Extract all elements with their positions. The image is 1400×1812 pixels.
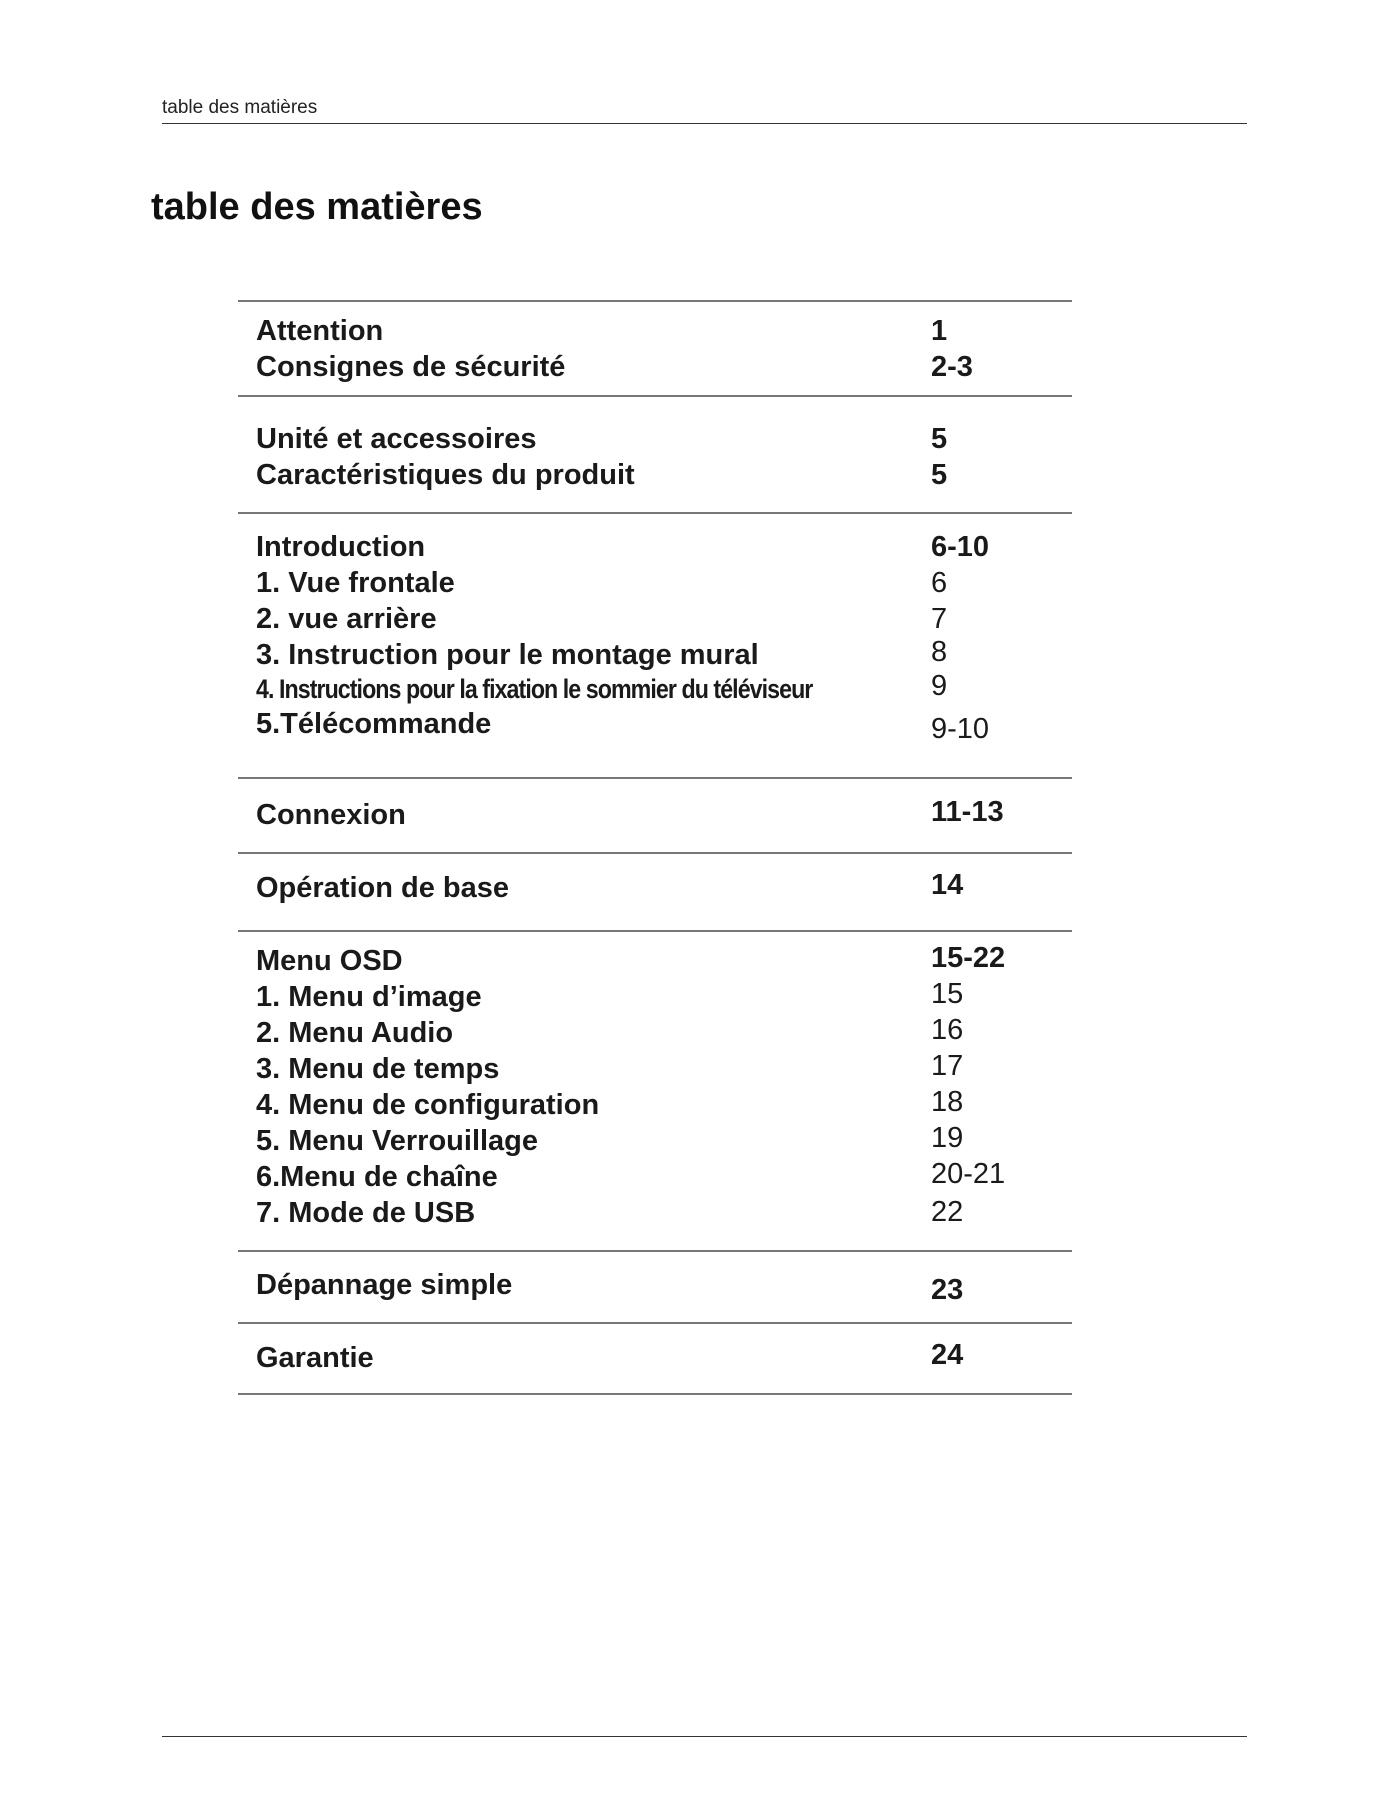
toc-rule — [238, 1393, 1072, 1395]
toc-entry-title: Connexion — [256, 799, 406, 831]
toc-entry[interactable] — [256, 313, 1056, 349]
toc-entry[interactable] — [256, 601, 1056, 637]
toc-rule — [238, 1250, 1072, 1252]
toc-entry-page: 17 — [931, 1050, 964, 1082]
toc-entry-page: 18 — [931, 1086, 964, 1118]
toc-entry-title: 6.Menu de chaîne — [256, 1161, 498, 1193]
toc-entry[interactable] — [256, 1195, 1056, 1231]
footer-rule — [162, 1736, 1247, 1737]
toc-entry-page: 20-21 — [931, 1158, 1006, 1190]
toc-entry-title: 3. Instruction pour le montage mural — [256, 639, 759, 671]
page-title: table des matières — [151, 186, 483, 228]
toc-rule — [238, 1322, 1072, 1324]
toc-entry-page: 1 — [931, 315, 948, 347]
toc-entry-page: 5 — [931, 423, 948, 455]
toc-entry[interactable] — [256, 565, 1056, 601]
toc-entry-page: 7 — [931, 603, 948, 635]
toc-entry-page: 9-10 — [931, 713, 990, 745]
toc-entry[interactable] — [256, 349, 1056, 385]
running-header: table des matières — [162, 97, 318, 118]
toc-rule — [238, 300, 1072, 302]
toc-entry-page: 14 — [931, 869, 964, 901]
toc-entry[interactable] — [256, 421, 1056, 457]
toc-entry-title: Menu OSD — [256, 945, 403, 977]
toc-entry[interactable] — [256, 1267, 1056, 1306]
toc-entry[interactable] — [256, 1051, 1056, 1087]
toc-entry-title: Unité et accessoires — [256, 423, 537, 455]
toc-entry-title: Dépannage simple — [256, 1269, 513, 1301]
toc-entry-title: 2. vue arrière — [256, 603, 437, 635]
toc-entry-page: 15 — [931, 978, 964, 1010]
toc-entry-title: Consignes de sécurité — [256, 351, 566, 383]
toc-entry-title: Garantie — [256, 1342, 374, 1374]
toc-rule — [238, 512, 1072, 514]
toc-entry-page: 6 — [931, 567, 948, 599]
toc-entry-page: 22 — [931, 1196, 964, 1228]
toc-entry-title: 2. Menu Audio — [256, 1017, 454, 1049]
toc-entry-page: 9 — [931, 670, 948, 702]
toc-entry-page: 15-22 — [931, 942, 1006, 974]
header-rule — [162, 123, 1247, 124]
toc-entry-title: 4. Instructions pour la fixation le sommier du téléviseur — [256, 674, 813, 704]
toc-entry[interactable] — [256, 706, 1056, 745]
toc-entry-title: 4. Menu de configuration — [256, 1089, 600, 1121]
toc-rule — [238, 930, 1072, 932]
toc-entry-title: Introduction — [256, 531, 426, 563]
toc-rule — [238, 777, 1072, 779]
toc-entry[interactable] — [256, 1123, 1056, 1159]
toc-entry-page: 6-10 — [931, 531, 990, 563]
toc-entry-page: 19 — [931, 1122, 964, 1154]
toc-entry[interactable] — [256, 1159, 1056, 1195]
toc-rule — [238, 395, 1072, 397]
toc-entry-page: 16 — [931, 1014, 964, 1046]
toc-entry-title: Caractéristiques du produit — [256, 459, 635, 491]
toc-entry-title: 7. Mode de USB — [256, 1197, 476, 1229]
toc-entry-page: 8 — [931, 636, 948, 668]
toc-entry-page: 5 — [931, 459, 948, 491]
toc-entry-page: 2-3 — [931, 351, 973, 383]
toc-entry-title: 1. Menu d’image — [256, 981, 482, 1013]
toc-entry[interactable] — [256, 529, 1056, 565]
toc-entry-title: Attention — [256, 315, 384, 347]
toc-entry[interactable] — [256, 671, 1056, 707]
toc-entry-title: 1. Vue frontale — [256, 567, 455, 599]
toc-entry-title: 3. Menu de temps — [256, 1053, 500, 1085]
toc-entry[interactable] — [256, 979, 1056, 1015]
toc-rule — [238, 852, 1072, 854]
toc-entry[interactable] — [256, 870, 1056, 906]
toc-entry-page: 23 — [931, 1274, 964, 1306]
toc-entry[interactable] — [256, 797, 1056, 833]
toc-entry[interactable] — [256, 1340, 1056, 1376]
toc-entry[interactable] — [256, 1087, 1056, 1123]
toc-entry[interactable] — [256, 1015, 1056, 1051]
toc-entry-page: 11-13 — [931, 796, 1004, 828]
toc-entry-title: 5.Télécommande — [256, 708, 492, 740]
toc-entry-title: 5. Menu Verrouillage — [256, 1125, 539, 1157]
toc-entry-page: 24 — [931, 1339, 964, 1371]
toc-entry[interactable] — [256, 943, 1056, 979]
toc-entry-title: Opération de base — [256, 872, 510, 904]
toc-entry[interactable] — [256, 457, 1056, 493]
